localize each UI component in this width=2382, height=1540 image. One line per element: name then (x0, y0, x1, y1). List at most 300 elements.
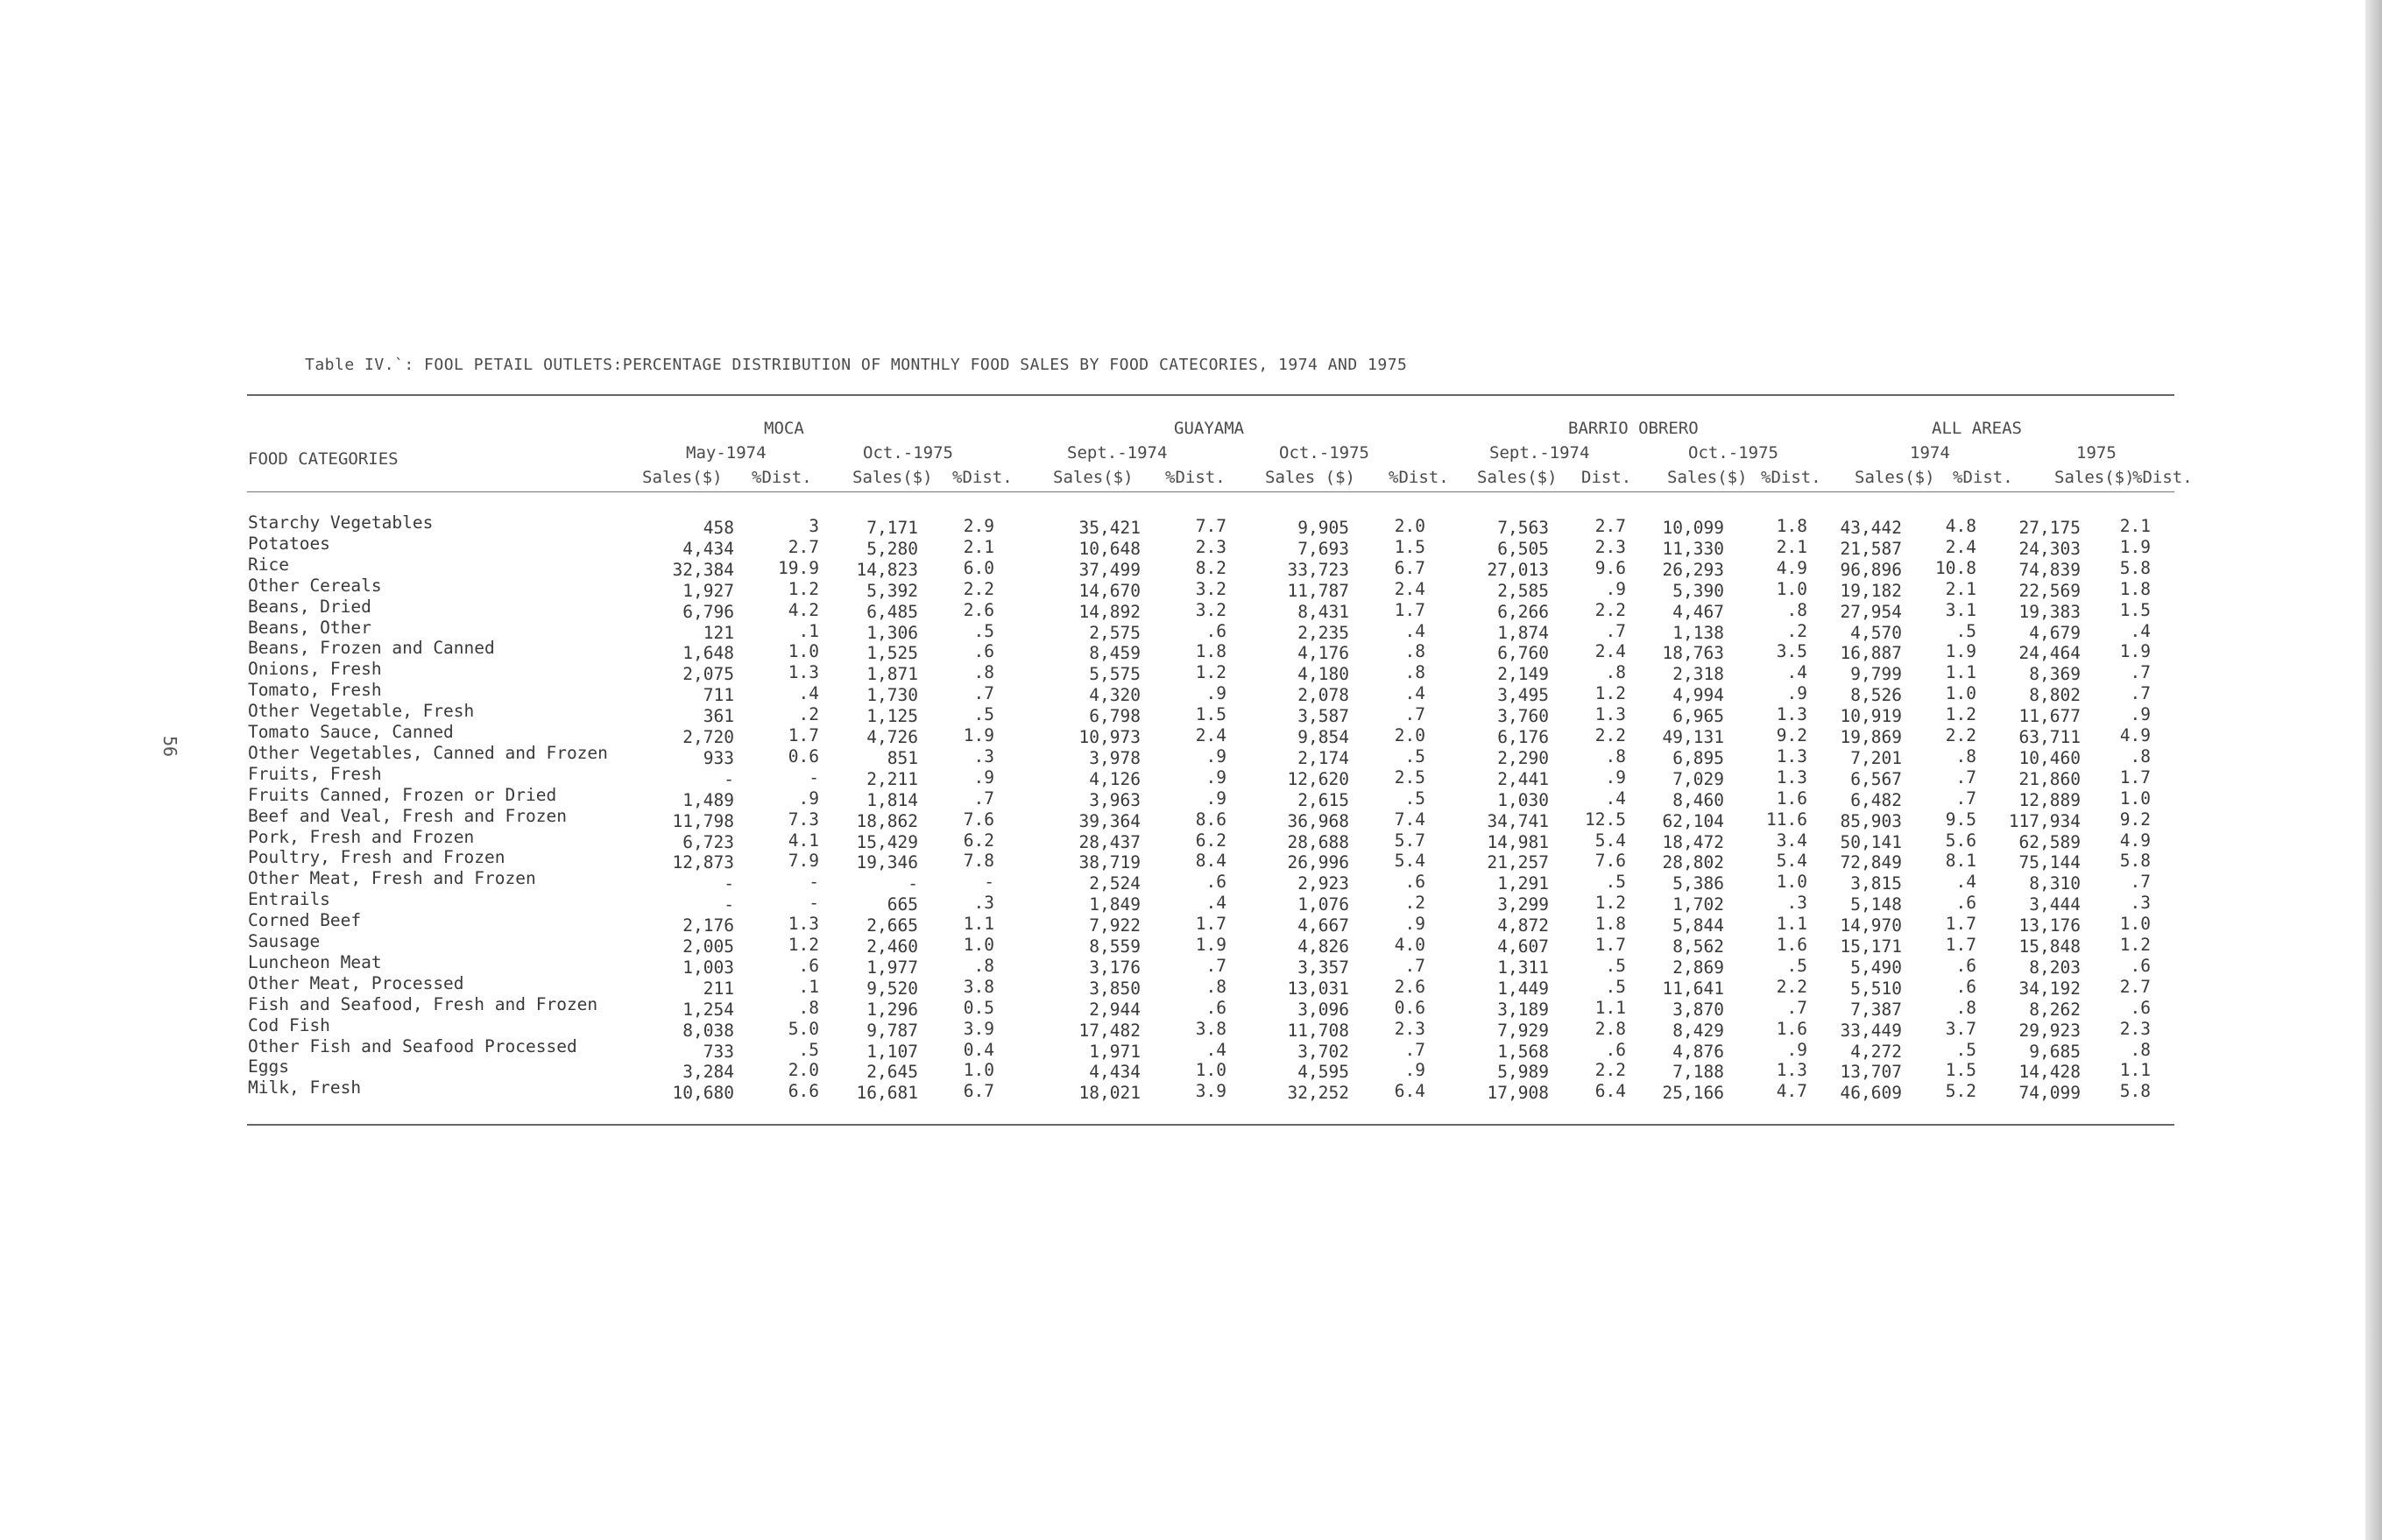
column-header: Sales($) (1855, 468, 1935, 487)
table-row (0, 1014, 2382, 1041)
table-row (0, 575, 2382, 601)
sales-value: 1,568 (1497, 1041, 1549, 1062)
percent-value: 3.4 (1776, 830, 1807, 851)
food-category-label: Other Vegetables, Canned and Frozen (248, 742, 608, 763)
percent-value: 1.2 (788, 578, 819, 599)
percent-value: 1.1 (1945, 662, 1976, 683)
group-header-guayama: GUAYAMA (1174, 419, 1245, 438)
sales-value: 2,944 (1089, 999, 1141, 1020)
sales-value: 6,482 (1850, 789, 1902, 810)
percent-value: 2.7 (788, 536, 819, 557)
percent-value: 5.6 (1945, 830, 1976, 851)
sales-value: 7,029 (1672, 768, 1724, 789)
percent-value: 6.7 (1394, 557, 1425, 578)
sales-value: 18,763 (1662, 643, 1724, 664)
percent-value: .2 (798, 704, 819, 725)
sales-value: 7,201 (1850, 747, 1902, 768)
table-row (0, 659, 2382, 685)
food-category-label: Starchy Vegetables (248, 512, 434, 533)
sales-value: 34,741 (1487, 810, 1549, 831)
table-row (0, 972, 2382, 999)
percent-value: 1.2 (1195, 662, 1226, 683)
food-category-label: Poultry, Fresh and Frozen (248, 847, 505, 868)
percent-value: 1.1 (1594, 997, 1626, 1018)
sales-value: 12,620 (1287, 768, 1349, 789)
top-rule (247, 394, 2174, 396)
percent-value: 2.5 (1394, 766, 1425, 788)
percent-value: 1.1 (2119, 1060, 2151, 1081)
percent-value: 3.9 (963, 1018, 994, 1039)
percent-value: 9.2 (1776, 725, 1807, 745)
sales-value: 2,075 (682, 664, 734, 685)
sales-value: 1,306 (866, 622, 918, 643)
sales-value: 32,384 (672, 559, 734, 580)
percent-value: .6 (1404, 872, 1425, 893)
sales-value: 25,166 (1662, 1083, 1724, 1104)
food-category-label: Cod Fish (248, 1014, 330, 1035)
percent-value: 2.4 (1594, 641, 1626, 662)
percent-value: 7.3 (788, 809, 819, 830)
percent-value: .6 (1205, 872, 1226, 893)
sales-value: 19,182 (1840, 580, 1902, 601)
percent-value: .6 (1955, 955, 1976, 976)
percent-value: 1.5 (1945, 1060, 1976, 1081)
sales-value: 3,702 (1297, 1041, 1349, 1062)
sales-value: 35,421 (1078, 518, 1141, 538)
percent-value: 2.1 (1945, 578, 1976, 599)
percent-value: 5.8 (2119, 557, 2151, 578)
percent-value: .8 (973, 955, 994, 976)
percent-value: 6.4 (1394, 1081, 1425, 1102)
percent-value: 1.9 (1195, 935, 1226, 955)
group-header-all-areas: ALL AREAS (1932, 419, 2022, 438)
sales-value: 2,869 (1672, 957, 1724, 978)
sales-value: 10,648 (1078, 538, 1141, 559)
sales-value: 24,303 (2018, 538, 2081, 559)
sales-value: 1,730 (866, 685, 918, 706)
sales-value: 4,320 (1089, 685, 1141, 706)
percent-value: .4 (1605, 788, 1626, 809)
percent-value: 7.6 (1594, 851, 1626, 872)
percent-value: 1.3 (1594, 704, 1626, 725)
sales-value: 7,188 (1672, 1062, 1724, 1083)
sales-value: 14,823 (856, 559, 918, 580)
percent-value: 6.0 (963, 557, 994, 578)
page-number: 56 (159, 736, 180, 758)
column-header: %Dist. (952, 468, 1013, 487)
sales-value: 14,970 (1840, 915, 1902, 936)
period-header: Oct.-1975 (863, 443, 953, 463)
period-header: Oct.-1975 (1279, 443, 1369, 463)
sales-value: 15,848 (2018, 936, 2081, 957)
sales-value: 5,989 (1497, 1062, 1549, 1083)
sales-value: 3,495 (1497, 685, 1549, 706)
sales-value: 2,615 (1297, 789, 1349, 810)
percent-value: 2.6 (1394, 976, 1425, 997)
percent-value: .5 (1955, 1039, 1976, 1060)
sales-value: 74,099 (2018, 1083, 2081, 1104)
sales-value: 27,175 (2018, 518, 2081, 538)
percent-value: 6.2 (1195, 830, 1226, 851)
sales-value: 74,839 (2018, 559, 2081, 580)
sales-value: 72,849 (1840, 852, 1902, 873)
percent-value: .6 (973, 641, 994, 662)
food-category-label: Fruits, Fresh (248, 763, 382, 784)
percent-value: .5 (973, 704, 994, 725)
sales-value: - (724, 873, 734, 894)
sales-value: 75,144 (2018, 852, 2081, 873)
percent-value: .4 (798, 683, 819, 704)
food-category-label: Beef and Veal, Fresh and Frozen (248, 805, 567, 826)
percent-value: 2.3 (1594, 536, 1626, 557)
sales-value: 62,104 (1662, 810, 1724, 831)
sales-value: 3,096 (1297, 999, 1349, 1020)
sales-value: 2,524 (1089, 873, 1141, 894)
sales-value: 1,125 (866, 706, 918, 727)
sales-value: 6,760 (1497, 643, 1549, 664)
sales-value: 851 (887, 747, 918, 768)
percent-value: 1.2 (788, 935, 819, 955)
food-category-label: Luncheon Meat (248, 951, 382, 972)
percent-value: 5.4 (1594, 830, 1626, 851)
percent-value: 3 (809, 516, 819, 536)
sales-value: 11,641 (1662, 978, 1724, 999)
sales-value: 8,459 (1089, 643, 1141, 664)
percent-value: .7 (1404, 704, 1425, 725)
percent-value: 11.6 (1766, 809, 1807, 830)
percent-value: 2.2 (1776, 976, 1807, 997)
percent-value: 3.5 (1776, 641, 1807, 662)
percent-value: 2.1 (963, 536, 994, 557)
sales-value: 5,844 (1672, 915, 1724, 936)
percent-value: 6.6 (788, 1081, 819, 1102)
percent-value: .3 (2130, 893, 2151, 914)
table-row (0, 512, 2382, 538)
percent-value: .3 (1786, 893, 1807, 914)
sales-value: 5,510 (1850, 978, 1902, 999)
percent-value: .4 (1205, 1039, 1226, 1060)
percent-value: .9 (1404, 1060, 1425, 1081)
percent-value: .5 (973, 620, 994, 641)
table-row (0, 1077, 2382, 1104)
percent-value: 1.9 (963, 725, 994, 745)
percent-value: 1.6 (1776, 788, 1807, 809)
sales-value: 37,499 (1078, 559, 1141, 580)
percent-value: 4.8 (1945, 516, 1976, 536)
sales-value: 7,387 (1850, 999, 1902, 1020)
percent-value: .6 (1205, 620, 1226, 641)
sales-value: 9,799 (1850, 664, 1902, 685)
food-category-label: Other Meat, Processed (248, 972, 464, 993)
percent-value: .6 (1205, 997, 1226, 1018)
table-row (0, 784, 2382, 810)
table-row (0, 638, 2382, 664)
sales-value: 6,796 (682, 601, 734, 622)
sales-value: 1,977 (866, 957, 918, 978)
sales-value: - (724, 768, 734, 789)
percent-value: 5.8 (2119, 1081, 2151, 1102)
food-category-label: Sausage (248, 931, 321, 951)
sales-value: 9,685 (2029, 1041, 2081, 1062)
table-row (0, 1035, 2382, 1062)
percent-value: .1 (798, 976, 819, 997)
sales-value: - (908, 873, 918, 894)
percent-value: 1.7 (1394, 599, 1425, 620)
sales-value: 17,908 (1487, 1083, 1549, 1104)
sales-value: 11,330 (1662, 538, 1724, 559)
percent-value: 1.3 (1776, 704, 1807, 725)
percent-value: 8.1 (1945, 851, 1976, 872)
percent-value: .8 (1955, 997, 1976, 1018)
sales-value: 3,444 (2029, 894, 2081, 915)
sales-value: 3,815 (1850, 873, 1902, 894)
sales-value: 2,211 (866, 768, 918, 789)
sales-value: 2,176 (682, 915, 734, 936)
table-row (0, 910, 2382, 936)
sales-value: 117,934 (2008, 810, 2081, 831)
percent-value: .6 (1955, 976, 1976, 997)
percent-value: 1.8 (1594, 914, 1626, 935)
percent-value: .2 (1404, 893, 1425, 914)
percent-value: 2.7 (2119, 976, 2151, 997)
column-header: Sales($) (1053, 468, 1134, 487)
sales-value: 11,787 (1287, 580, 1349, 601)
percent-value: .4 (1404, 620, 1425, 641)
sales-value: 33,723 (1287, 559, 1349, 580)
sales-value: 8,562 (1672, 936, 1724, 957)
sales-value: 211 (703, 978, 734, 999)
percent-value: 2.2 (1594, 599, 1626, 620)
percent-value: 6.7 (963, 1081, 994, 1102)
sales-value: 10,973 (1078, 727, 1141, 747)
percent-value: 2.0 (1394, 516, 1425, 536)
sales-value: 26,293 (1662, 559, 1724, 580)
percent-value: 3.9 (1195, 1081, 1226, 1102)
period-header: 1974 (1910, 443, 1950, 463)
column-header: Sales($) (642, 468, 723, 487)
sales-value: 6,176 (1497, 727, 1549, 747)
percent-value: 1.7 (788, 725, 819, 745)
sales-value: 15,429 (856, 831, 918, 852)
percent-value: 1.2 (1594, 683, 1626, 704)
column-header: Dist. (1581, 468, 1632, 487)
food-category-label: Milk, Fresh (248, 1077, 362, 1098)
sales-value: 3,760 (1497, 706, 1549, 727)
column-header: Sales($) (1667, 468, 1748, 487)
sales-value: 14,892 (1078, 601, 1141, 622)
sales-value: 121 (703, 622, 734, 643)
percent-value: 2.3 (1394, 1018, 1425, 1039)
percent-value: 1.3 (1776, 1060, 1807, 1081)
percent-value: .5 (1605, 872, 1626, 893)
percent-value: 8.2 (1195, 557, 1226, 578)
period-header: Sept.-1974 (1489, 443, 1590, 463)
percent-value: 1.0 (963, 1060, 994, 1081)
sales-value: 933 (703, 747, 734, 768)
food-category-label: Fish and Seafood, Fresh and Frozen (248, 993, 598, 1014)
percent-value: 1.0 (1776, 872, 1807, 893)
food-category-label: Other Cereals (248, 575, 382, 596)
table-row (0, 596, 2382, 622)
food-categories-header: FOOD CATEGORIES (248, 449, 399, 469)
sales-value: 1,138 (1672, 622, 1724, 643)
column-header: %Dist. (1389, 468, 1449, 487)
percent-value: .6 (798, 955, 819, 976)
sales-value: 39,364 (1078, 810, 1141, 831)
percent-value: 2.8 (1594, 1018, 1626, 1039)
percent-value: 1.6 (1776, 935, 1807, 955)
food-category-label: Entrails (248, 889, 330, 910)
food-category-label: Beans, Other (248, 617, 371, 638)
sales-value: 4,467 (1672, 601, 1724, 622)
sales-value: 4,595 (1297, 1062, 1349, 1083)
percent-value: 1.3 (1776, 766, 1807, 788)
percent-value: 2.3 (1195, 536, 1226, 557)
sales-value: 49,131 (1662, 727, 1724, 747)
percent-value: 5.4 (1776, 851, 1807, 872)
sales-value: 22,569 (2018, 580, 2081, 601)
sales-value: 1,107 (866, 1041, 918, 1062)
table-row (0, 868, 2382, 894)
percent-value: .7 (1605, 620, 1626, 641)
sales-value: 6,798 (1089, 706, 1141, 727)
percent-value: 1.9 (1945, 641, 1976, 662)
percent-value: 1.7 (1945, 914, 1976, 935)
column-header: Sales($) (1477, 468, 1558, 487)
percent-value: 2.0 (788, 1060, 819, 1081)
sales-value: 8,431 (1297, 601, 1349, 622)
percent-value: .7 (2130, 683, 2151, 704)
sales-value: 28,437 (1078, 831, 1141, 852)
sales-value: 7,171 (866, 518, 918, 538)
percent-value: .5 (1786, 955, 1807, 976)
sales-value: 8,526 (1850, 685, 1902, 706)
sales-value: 1,076 (1297, 894, 1349, 915)
percent-value: 1.6 (1776, 1018, 1807, 1039)
table-row (0, 847, 2382, 873)
percent-value: .8 (1955, 745, 1976, 766)
sales-value: 11,677 (2018, 706, 2081, 727)
sales-value: - (724, 894, 734, 915)
percent-value: .7 (1404, 955, 1425, 976)
percent-value: 1.1 (1776, 914, 1807, 935)
percent-value: 2.2 (1945, 725, 1976, 745)
sales-value: 2,174 (1297, 747, 1349, 768)
percent-value: .2 (1786, 620, 1807, 641)
sales-value: 4,434 (1089, 1062, 1141, 1083)
sales-value: 4,607 (1497, 936, 1549, 957)
percent-value: 6.4 (1594, 1081, 1626, 1102)
sales-value: 4,434 (682, 538, 734, 559)
period-header: Oct.-1975 (1688, 443, 1778, 463)
percent-value: .5 (1404, 788, 1425, 809)
percent-value: 1.9 (2119, 536, 2151, 557)
percent-value: .6 (2130, 997, 2151, 1018)
percent-value: .9 (2130, 704, 2151, 725)
percent-value: 0.6 (1394, 997, 1425, 1018)
percent-value: .7 (1205, 955, 1226, 976)
sales-value: 1,254 (682, 999, 734, 1020)
percent-value: 3.8 (1195, 1018, 1226, 1039)
percent-value: 1.7 (1945, 935, 1976, 955)
sales-value: 96,896 (1840, 559, 1902, 580)
sales-value: 3,357 (1297, 957, 1349, 978)
sales-value: 8,262 (2029, 999, 2081, 1020)
sales-value: 1,449 (1497, 978, 1549, 999)
food-category-label: Pork, Fresh and Frozen (248, 826, 475, 847)
percent-value: .9 (1205, 745, 1226, 766)
percent-value: .7 (973, 788, 994, 809)
sales-value: 10,680 (672, 1083, 734, 1104)
sales-value: 85,903 (1840, 810, 1902, 831)
percent-value: 0.4 (963, 1039, 994, 1060)
sales-value: 15,171 (1840, 936, 1902, 957)
percent-value: 1.0 (2119, 788, 2151, 809)
percent-value: 1.2 (2119, 935, 2151, 955)
sales-value: 2,290 (1497, 747, 1549, 768)
food-category-label: Beans, Frozen and Canned (248, 638, 495, 659)
bottom-rule (247, 1124, 2174, 1126)
percent-value: 1.5 (2119, 599, 2151, 620)
sales-value: 1,702 (1672, 894, 1724, 915)
sales-value: 733 (703, 1041, 734, 1062)
sales-value: 4,872 (1497, 915, 1549, 936)
sales-value: 4,667 (1297, 915, 1349, 936)
percent-value: .8 (1404, 662, 1425, 683)
percent-value: 5.4 (1394, 851, 1425, 872)
percent-value: .7 (1955, 766, 1976, 788)
food-category-label: Tomato Sauce, Canned (248, 722, 454, 742)
percent-value: 5.7 (1394, 830, 1425, 851)
percent-value: 1.7 (2119, 766, 2151, 788)
header-rule (247, 491, 2174, 492)
sales-value: 6,723 (682, 831, 734, 852)
sales-value: 4,272 (1850, 1041, 1902, 1062)
percent-value: 4.9 (2119, 725, 2151, 745)
sales-value: 9,854 (1297, 727, 1349, 747)
sales-value: 12,873 (672, 852, 734, 873)
sales-value: 13,031 (1287, 978, 1349, 999)
group-header-barrio-obrero: BARRIO OBRERO (1568, 419, 1699, 438)
sales-value: 4,994 (1672, 685, 1724, 706)
sales-value: 4,876 (1672, 1041, 1724, 1062)
percent-value: 7.6 (963, 809, 994, 830)
table-row (0, 533, 2382, 559)
sales-value: 2,078 (1297, 685, 1349, 706)
sales-value: 9,905 (1297, 518, 1349, 538)
percent-value: 8.6 (1195, 809, 1226, 830)
sales-value: 7,693 (1297, 538, 1349, 559)
table-row (0, 742, 2382, 768)
sales-value: 8,038 (682, 1020, 734, 1041)
sales-value: 1,030 (1497, 789, 1549, 810)
percent-value: 1.7 (1195, 914, 1226, 935)
sales-value: 13,176 (2018, 915, 2081, 936)
sales-value: 17,482 (1078, 1020, 1141, 1041)
percent-value: .4 (1404, 683, 1425, 704)
percent-value: 2.2 (1594, 1060, 1626, 1081)
food-category-label: Other Meat, Fresh and Frozen (248, 868, 536, 889)
column-header: %Dist. (2132, 468, 2193, 487)
percent-value: 1.1 (963, 914, 994, 935)
sales-value: 3,176 (1089, 957, 1141, 978)
sales-value: 34,192 (2018, 978, 2081, 999)
percent-value: 1.5 (1195, 704, 1226, 725)
sales-value: 4,180 (1297, 664, 1349, 685)
period-header: 1975 (2076, 443, 2117, 463)
sales-value: 5,148 (1850, 894, 1902, 915)
percent-value: 3.1 (1945, 599, 1976, 620)
